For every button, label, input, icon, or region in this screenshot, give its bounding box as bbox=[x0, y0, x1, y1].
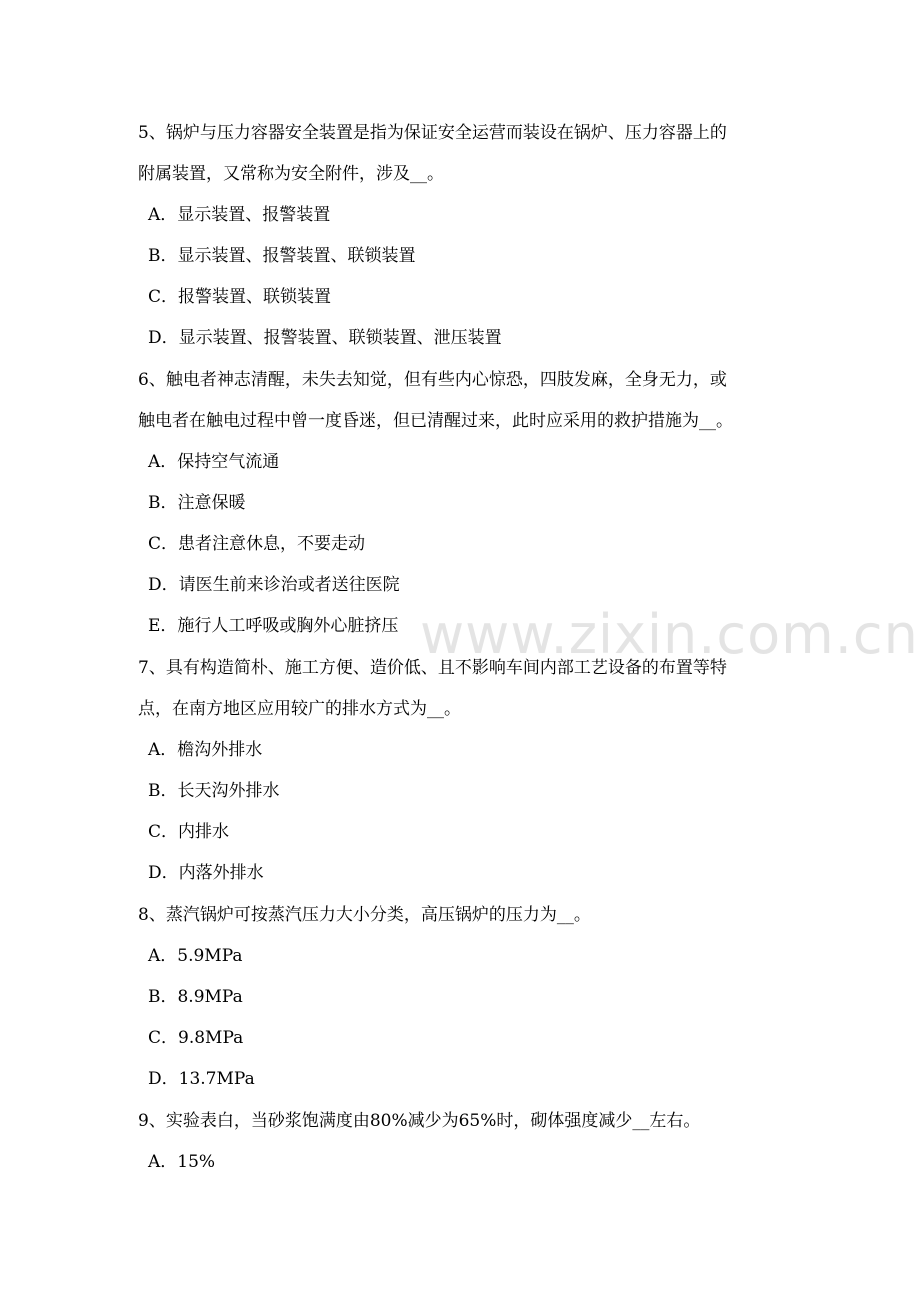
answer-option: D．内落外排水 bbox=[148, 863, 264, 883]
answer-option: A．保持空气流通 bbox=[148, 452, 280, 472]
watermark: www.zixin.com.cn bbox=[420, 603, 919, 666]
answer-option: A．显示装置、报警装置 bbox=[148, 205, 331, 225]
answer-option: A．15% bbox=[148, 1152, 216, 1172]
answer-option: B．注意保暖 bbox=[148, 493, 246, 513]
answer-option: B．长天沟外排水 bbox=[148, 781, 280, 801]
answer-option: C．内排水 bbox=[148, 822, 230, 842]
question-text: 8、蒸汽锅炉可按蒸汽压力大小分类，高压锅炉的压力为__。 bbox=[138, 905, 591, 925]
answer-option: B．8.9MPa bbox=[148, 987, 243, 1007]
question-text: 5、锅炉与压力容器安全装置是指为保证安全运营而装设在锅炉、压力容器上的 bbox=[138, 123, 727, 143]
answer-option: A．5.9MPa bbox=[148, 946, 243, 966]
question-text: 触电者在触电过程中曾一度昏迷，但已清醒过来，此时应采用的救护措施为__。 bbox=[138, 411, 733, 431]
question-text: 9、实验表白，当砂浆饱满度由80%减少为65%时，砌体强度减少__左右。 bbox=[138, 1111, 701, 1131]
answer-option: C．报警装置、联锁装置 bbox=[148, 287, 332, 307]
answer-option: D．显示装置、报警装置、联锁装置、泄压装置 bbox=[148, 328, 502, 348]
question-text: 点，在南方地区应用较广的排水方式为__。 bbox=[138, 699, 461, 719]
answer-option: C．9.8MPa bbox=[148, 1028, 244, 1048]
answer-option: D．13.7MPa bbox=[148, 1069, 255, 1089]
answer-option: D．请医生前来诊治或者送往医院 bbox=[148, 575, 400, 595]
answer-option: A．檐沟外排水 bbox=[148, 740, 263, 760]
question-text: 6、触电者神志清醒，未失去知觉，但有些内心惊恐，四肢发麻，全身无力，或 bbox=[138, 370, 727, 390]
answer-option: C．患者注意休息，不要走动 bbox=[148, 534, 366, 554]
answer-option: B．显示装置、报警装置、联锁装置 bbox=[148, 246, 416, 266]
answer-option: E．施行人工呼吸或胸外心脏挤压 bbox=[148, 616, 399, 636]
question-text: 附属装置，又常称为安全附件，涉及__。 bbox=[138, 164, 444, 184]
question-text: 7、具有构造简朴、施工方便、造价低、且不影响车间内部工艺设备的布置等特 bbox=[138, 658, 727, 678]
